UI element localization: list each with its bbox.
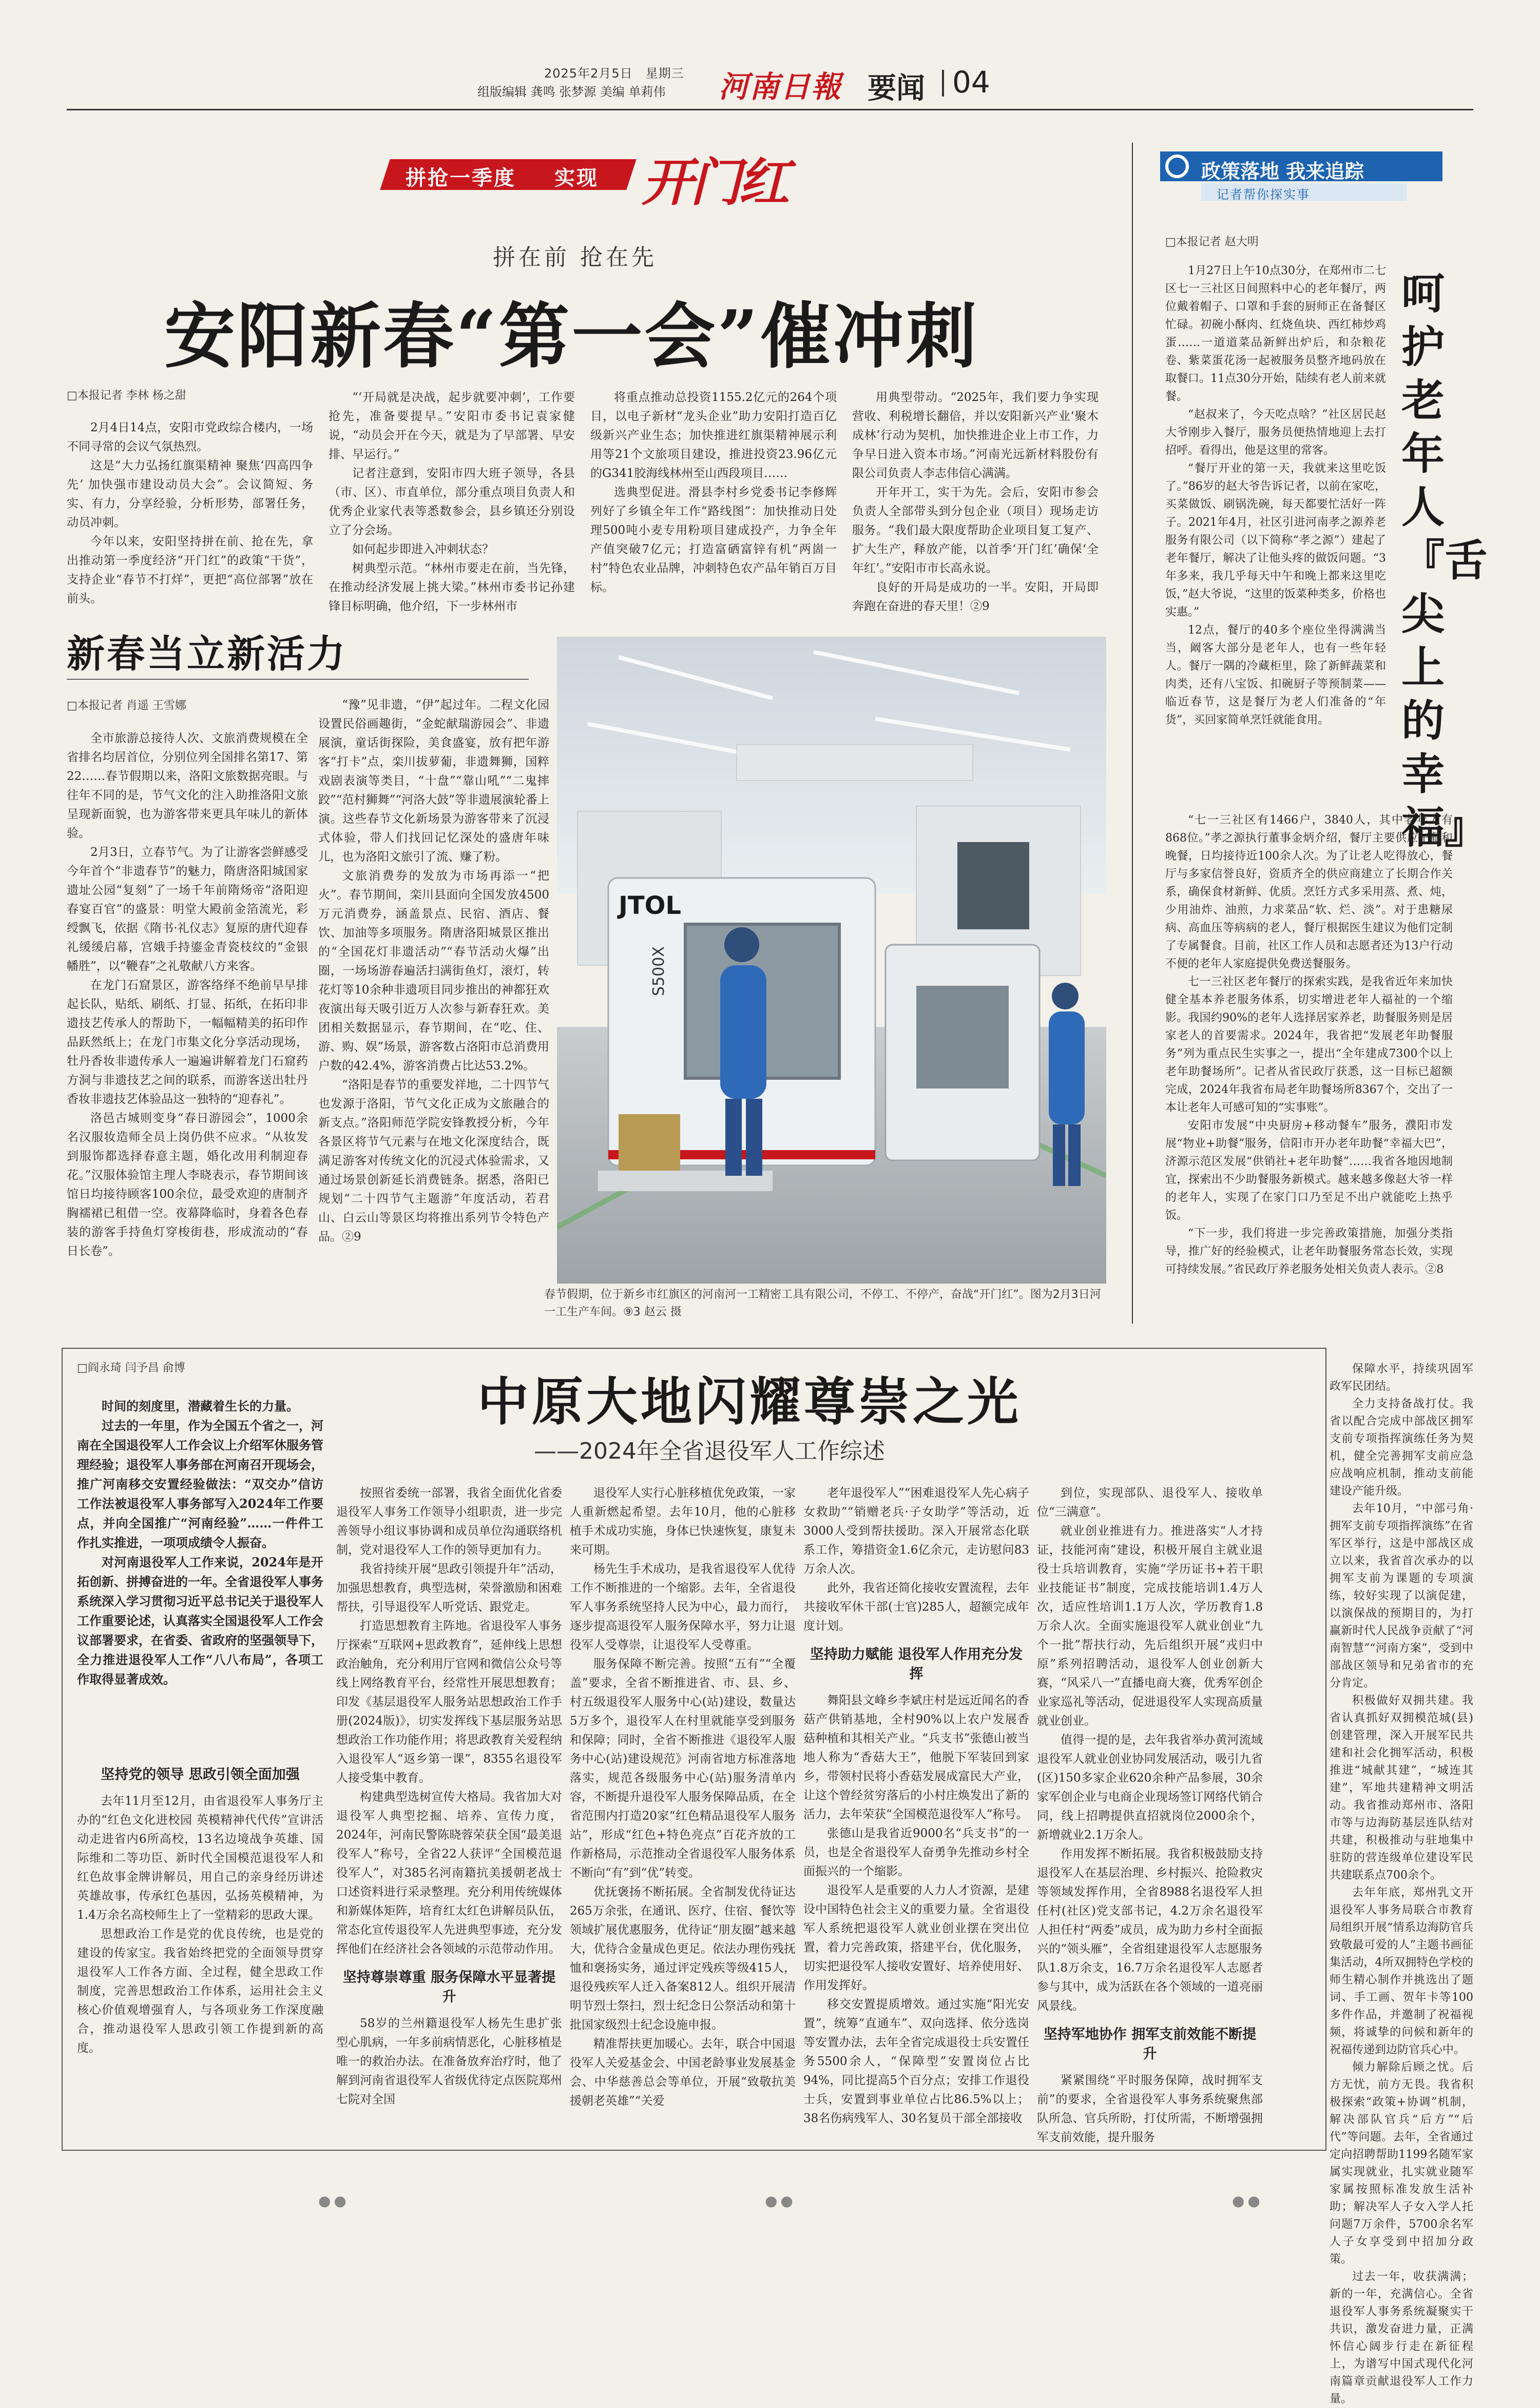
paragraph: 此外，我省还简化接收安置流程，去年共接收军休干部(士官)285人，超额完成年度计划。 (803, 1581, 1029, 1633)
story3-column-1 (77, 1756, 323, 2058)
paragraph: 按照省委统一部署，我省全面优化省委退役军人事务工作领导小组职责，进一步完善领导小组议事协调和成员单位沟通联络机制，党对退役军人工作的领导更加有力。 (336, 1486, 562, 1557)
paragraph: 良好的开局是成功的一半。安阳，开局即奔跑在奋进的春天里！②9 (852, 581, 1099, 613)
paragraph: 1月27日上午10点30分，在郑州市二七区七一三社区日间照料中心的老年餐厅，两位戴着帽子、口罩和手套的厨师正在备餐区忙碌。初碗小酥肉、红烧鱼块、西红柿炒鸡蛋……一道道菜品新鲜出炉后，和杂粮花卷、紫菜蛋花汤一起被服务员整齐地码放在取餐口。11点30分开始，陆续有老人前来就餐。 (1165, 264, 1386, 403)
subheading: 坚持尊崇尊重 服务保障水平显著提升 (342, 1970, 556, 2005)
subheading: 坚持助力赋能 退役军人作用充分发挥 (810, 1647, 1023, 1682)
paragraph: 优抚褒扬不断拓展。全省制发优待证达265万余张，在通讯、医疗、住宿、餐饮等领域扩展优惠服务，优待证“朋友圈”越来越大，优待合金量成色更足。依法办理伤残抚恤和褒扬实务，通过评定残疾等级415人，退役残疾军人迁入备案812人。组织开展清明节烈士祭扫，烈士纪念日公祭活动和第十批国家级烈士纪念设施申报。 (570, 1885, 796, 2032)
story1-column-2 (329, 388, 575, 616)
paragraph: 全市旅游总接待人次、文旅消费规模在全省排名均居首位，分别位列全国排名第17、第22……春节假期以来，洛阳文旅数据亮眼。与往年不同的是，节气文化的注入助推洛阳文旅呈现新面貌，也为游客带来更具年味儿的新体验。 (67, 732, 308, 840)
paragraph: 如何起步即进入冲刺状态？ (352, 543, 494, 556)
paragraph: 时间的刻度里，潜藏着生长的力量。 (102, 1399, 299, 1413)
masthead (67, 62, 1473, 113)
policy-headline: 呵护老年人『舌尖上的幸福』 (1401, 268, 1488, 853)
paragraph: “餐厅开业的第一天，我就来这里吃饭了。”86岁的赵大爷告诉记者，以前在家吃，买菜做饭、刷锅洗碗，每天都要忙活好一阵子。2021年4月，社区引进河南孝之源养老服务有限公司（以下简称“孝之源”）建起了老年餐厅，解决了让他头疼的做饭问题。“3年多来，我几乎每天中午和晚上都来这里吃饭，”赵大爷说，“这里的饭菜种类多，价格也实惠。” (1165, 462, 1386, 619)
newspaper-logo: 河南日報 (719, 69, 842, 104)
paragraph: 舞阳县文峰乡李斌庄村是远近闻名的香菇产供销基地，全村90%以上农户发展香菇种植和其相关产业。“兵支书”张德山被当地人称为“香菇大王”，他脱下军装回到家乡，带领村民将小香菇发展成富民大产业，让这个曾经贫穷落后的小村庄焕发出了新的活力，去年荣获“全国模范退役军人”称号。 (803, 1694, 1029, 1821)
masthead-rule (67, 109, 1473, 110)
policy-column-wide (1165, 811, 1453, 1278)
paragraph: 2月4日14点，安阳市党政综合楼内，一场不同寻常的会议气氛热烈。 (67, 421, 313, 453)
policy-subtitle: 记者帮你探实事 (1217, 187, 1310, 202)
paragraph: 记者注意到，安阳市四大班子领导，各县（市、区）、市直单位，部分重点项目负责人和优秀企业家代表等悉数参会，县乡镇还分别设立了分会场。 (329, 467, 575, 537)
paragraph: 这是“大力弘扬红旗渠精神 聚焦‘四高四争先’ 加快强市建设动员大会”。会议简短、务实、有力，分享经验，分析形势，部署任务，动员冲刺。 (67, 459, 313, 529)
paragraph: 构建典型选树宣传大格局。我省加大对退役军人典型挖掘、培养、宣传力度，2024年，河南民警陈晓蓉荣获全国“最美退役军人”称号，全省22人获评“全国模范退役军人”，对385名河南籍抗美援朝老战士口述资料进行采录整理。充分利用传统媒体和新媒体矩阵，培育红太红色讲解员队伍，常态化宣传退役军人先进典型事迹，充分发挥他们在经济社会各领域的示范带动作用。 (336, 1790, 562, 1956)
factory-photo-illustration (557, 637, 1106, 1284)
paragraph: 作用发挥不断拓展。我省积极鼓励支持退役军人在基层治理、乡村振兴、抢险救灾等领域发挥作用，全省8988名退役军人担任村(社区)党支部书记，4.2万余名退役军人担任村“两委”成员，成为助力乡村全面振兴的“领头雁”，全省组建退役军人志愿服务队1.8万余支，16.7万余名退役军人志愿者参与其中，成为活跃在各个领域的一道亮丽风景线。 (1037, 1847, 1263, 2013)
paragraph: 去年年底，郑州乳文开退役军人事务局联合市教育局组织开展“情系边海防官兵 致敬最可爱的人”主题书画征集活动，4所双拥特色学校的师生精心制作并挑选出了题词、手工画、贺年卡等100多件作品，并邀制了祝福视频，将诚挚的问候和新年的祝福传递到边防官兵心中。 (1330, 1886, 1473, 2056)
banner (385, 141, 847, 213)
paragraph: “赵叔来了，今天吃点啥？”社区居民赵大爷刚步入餐厅，服务员便热情地迎上去打招呼。看得出，他是这里的常客。 (1165, 408, 1386, 457)
paragraph: 紧紧围绕“平时服务保障，战时拥军支前”的要求，全省退役军人事务系统聚焦部队所急、官兵所盼，打仗所需，不断增强拥军支前效能，提升服务 (1037, 2074, 1263, 2144)
paragraph: 树典型示范。“林州市要走在前，当先锋，在推动经济发展上挑大梁。”林州市委书记孙建锋目标明确，他介绍，下一步林州市 (329, 562, 575, 613)
paragraph: 用典型带动。“2025年，我们要力争实现营收、利税增长翻倍，并以安阳新兴产业‘聚木成林’行动为契机，加快推进企业上市工作，力争早日进入资本市场。”河南光远新材料股份有限公司负责人李志伟信心满满。 (852, 391, 1099, 480)
banner-calligraphy: 开门红 (642, 152, 786, 213)
photo-caption: 春节假期，位于新乡市红旗区的河南河一工精密工具有限公司，不停工、不停产，奋战“开门红”。图为2月3日河一工生产车间。⑨3 赵云 摄 (544, 1288, 1101, 1318)
registration-marks-center: ●● (765, 2192, 796, 2209)
paragraph: 老年退役军人”“困难退役军人先心病子女救助”“销赠老兵·子女助学”等活动，近3000人受到帮扶援助。深入开展常态化联系工作，筹措资金1.6亿余元，走访慰问83万余人次。 (803, 1486, 1029, 1576)
story1-column-4 (852, 388, 1099, 616)
paragraph: 过去一年，收获满满；新的一年，充满信心。全省退役军人事务系统凝聚实干共识，激发奋进力量，正满怀信心阔步行走在新征程上，为谱写中国式现代化河南篇章贡献退役军人工作力量。 (1330, 2270, 1473, 2405)
paragraph: 积极做好双拥共建。我省认真抓好双拥模范城(县)创建管理，深入开展军民共建和社会化拥军活动，积极推进“城献其建”，“城连其建”，军地共建精神文明活动。我省推动郑州市、洛阳市等与边海防基层连队结对共建，积极推动与驻地集中驻防的营连级单位建设军民共建联系点700余个。 (1330, 1694, 1473, 1882)
paragraph: “‘开局就是决战，起步就要冲刺’，工作要抢先，准备要提早。”安阳市委书记袁家健说，“动员会开在今天，就是为了早部署、早安排、早运行。” (329, 391, 575, 461)
paragraph: 全力支持备战打仗。我省以配合完成中部战区拥军支前专项指挥演练任务为契机，健全完善拥军支前应急应战响应机制，推动支前能建设产能升级。 (1330, 1398, 1473, 1498)
tool-rack (619, 1114, 680, 1171)
paragraph: 打造思想教育主阵地。省退役军人事务厅探索“互联网+思政教育”，延伸线上思想政治触角，充分利用厅官网和微信公众号等线上网络教育平台，经常性开展思想教育；印发《基层退役军人服务站思想政治工作手册(2024版)》，切实发挥线下基层服务站思想政治工作功能作用；将思政教育关爱程纳入退役军人“返乡第一课”，8355名退役军人接受集中教育。 (336, 1619, 562, 1785)
machine-right-panel (957, 842, 1029, 929)
paragraph: 开年开工，实干为先。会后，安阳市参会负责人全部带头到分包企业（项目）现场走访服务。“我们最大限度帮助企业项目复工复产、扩大生产，释放产能，以首季‘开门红’确保‘全年红’。”安阳市市长高永说。 (852, 486, 1099, 575)
paragraph: 2月3日，立春节气。为了让游客尝鲜感受今年首个“非遗春节”的魅力，隋唐洛阳城国家遗址公园“复刻”了一场千年前隋炀帝“洛阳迎春宴百官”的盛景：明堂大殿前金箔流光，彩绶飘飞，依据《隋书·礼仪志》复原的唐代迎春礼缓缓启幕，宫娥手持鎏金青瓷枝纹的“金银幡胜”，以“鞭春”之礼敬献八方来客。 (67, 846, 308, 973)
story3-lead (77, 1397, 323, 1689)
story3-column-4 (803, 1484, 1029, 2128)
story1-kicker: 拼在前 抢在先 (493, 244, 657, 271)
section-name: 要闻 (868, 72, 925, 105)
story3-column-5 (1037, 1484, 1263, 2147)
machine-sign-model: S500X (650, 946, 668, 996)
story3-column-6 (1330, 1361, 1473, 2408)
paragraph: 过去的一年里，作为全国五个省之一，河南在全国退役军人工作会议上介绍军休服务管理经验；退役军人事务部在河南召开现场会，推广河南移交安置经验做法：“双交办”信访工作法被退役军人事务部写入2024年工作要点，并向全国推广“河南经验”……一件件工作扎实推进，一项项成绩令人振奋。 (77, 1418, 323, 1550)
paragraph: 就业创业推进有力。推进落实“人才持证，技能河南”建设，积极开展自主就业退役士兵培训教育，实施“学历证书+若干职业技能证书”制度，完成技能培训1.4万人次，适应性培训1.1万人次，学历教育1.8万余人次。全面实施退役军人就业创业“九个一批”帮扶行动，先后组织开展“戎归中原”系列招聘活动，退役军人创业创新大赛，“风采八一”直播电商大赛，优秀军创企业家巡礼等活动，促进退役军人实现高质量就业创业。 (1037, 1524, 1263, 1728)
section-divider (942, 70, 944, 97)
paragraph: 值得一提的是，去年我省举办黄河流域退役军人就业创业协同发展活动，吸引九省(区)150多家企业620余种产品参展，30余家军创企业与电商企业现场签订网络代销合同，线上招聘提供直招就岗位2000余个，新增就业2.1万余人。 (1037, 1733, 1263, 1842)
paragraph: 58岁的兰州籍退役军人杨先生患扩张型心肌病，一年多前病情恶化，心脏移植是唯一的救治办法。在准备放弃治疗时，他了解到河南省退役军人省级优待定点医院郑州七院对全国 (336, 2017, 562, 2106)
policy-title: 政策落地 我来追踪 (1201, 160, 1364, 183)
story1-column-1 (67, 418, 313, 608)
ventilation-duct (737, 744, 973, 780)
paragraph: 安阳市发展“中央厨房+移动餐车”服务，濮阳市发展“物业+助餐”服务，信阳市开办老年助餐“幸福大巴”，济源示范区发展“供销社+老年助餐”……我省各地因地制宜，探索出不少助餐服务新模式。越来越多像赵大爷一样的老年人，实现了在家门口乃至足不出户就能吃上热乎饭。 (1165, 1119, 1453, 1222)
paragraph: 文旅消费券的发放为市场再添一“把火”。春节期间，栾川县面向全国发放4500万元消费券，涵盖景点、民宿、酒店、餐饮、加油等多项服务。隋唐洛阳城景区推出的“全国花灯非遗活动”“春节活动火爆”出圈，一场场游春遍活扫满街鱼灯，滚灯，转花灯等10余种非遗项目同步推出的神都狂欢夜演出每天吸引近万人次参与新春狂欢。美团相关数据显示，春节期间，在“吃、住、游、购、娱”场景，游客数占洛阳市总消费用户数的42.4%，游客消费占比达53.2%。 (318, 869, 549, 1073)
machine-sign-jtol: JTOL (619, 891, 681, 920)
paragraph: 张德山是我省近9000名“兵支书”的一员，也是全省退役军人奋勇争先推动乡村全面振兴的一个缩影。 (803, 1827, 1029, 1878)
paragraph: 精准帮扶更加暖心。去年，联合中国退役军人关爱基金会、中国老龄事业发展基金会、中华慈善总会等单位，开展“致敬抗美援朝老英雄”“关爱 (570, 2037, 796, 2108)
paragraph: 到位，实现部队、退役军人、接收单位“三满意”。 (1037, 1486, 1263, 1519)
registration-marks-left: ●● (318, 2192, 350, 2209)
paragraph: 思想政治工作是党的优良传统，也是党的建设的传家宝。我省始终把党的全面领导贯穿退役军人工作各方面、全过程，健全思政工作制度，完善思想政治工作体系，运用社会主义核心价值观增强育人，与各项业务工作深度融合，推动退役军人思政引领工作提到新的高度。 (77, 1927, 323, 2055)
issue-date: 2025年2月5日 星期三 (544, 66, 684, 81)
policy-sidebar-border (1132, 143, 1133, 1324)
registration-marks-right: ●● (1232, 2192, 1263, 2209)
paragraph: 服务保障不断完善。按照“五有”“全覆盖”要求，全省不断推进省、市、县、乡、村五级退役军人服务中心(站)建设，数量达5万多个，退役军人在村里就能享受到服务和保障；同时，全省不断推进《退役军人服务中心(站)建设规范》河南省地方标准落地落实，规范各级服务中心(站)服务清单内容，不断提升退役军人服务保障品质，在全省范围内打造20家“红色精品退役军人服务站”，形成“红色+特色亮点”百花齐放的工作新格局，示范推动全省退役军人服务体系不断向“有”到“优”转变。 (570, 1657, 796, 1880)
story3-title: 中原大地闪耀尊崇之光 (477, 1371, 1022, 1432)
paragraph: 我省持续开展“思政引领提升年”活动，加强思想教育，典型选树，荣誉激励和困难帮扶，引导退役军人听党话、跟党走。 (336, 1562, 562, 1614)
story1-byline: □本报记者 李林 杨之甜 (67, 389, 186, 402)
page-number: 04 (952, 65, 990, 100)
paragraph: 12点，餐厅的40多个座位坐得满满当当，阚客大部分是老年人，也有一些年轻人。餐厅一隅的冷藏柜里，除了新鲜蔬菜和肉类，还有八宝饭、扣碗厨子等预制菜——临近春节，这是餐厅为老人们准备的“年货”，买回家简单烹饪就能食用。 (1165, 624, 1386, 727)
policy-column (1165, 262, 1386, 729)
paragraph: 移交安置提质增效。通过实施“阳光安置”，统筹“直通车”、双向选择、依分选岗等安置办法，去年全省完成退役士兵安置任务5500余人，“保障型”安置岗位占比94%，同比提高5个百分点；安排工作退役士兵，安置到事业单位占比86.5%以上；38名伤病残军人、30名复员干部全部接收 (803, 1998, 1029, 2125)
story2-column-1 (67, 729, 308, 1261)
subheading: 坚持党的领导 思政引领全面加强 (101, 1767, 300, 1783)
paragraph: “豫”见非遗，“伊”起过年。二程文化园设置民俗画趣街，“金蛇献瑞游园会”、非遗展演，童话街探险，美食盛宴，放有把年游客“打卡”点，栾川拔萝葡，非遗舞狮，国粹戏剧表演等类目，“十盘”“靠山吼”“二鬼摔跤”“范村狮舞”“河洛大鼓”等非遗展演轮番上演。这些春节文化新场景为游客带来了沉浸式体验，带人们找回记忆深处的盛唐年味儿，也为洛阳文旅引了流、赚了粉。 (318, 698, 549, 864)
paragraph: 保障水平，持续巩固军政军民团结。 (1330, 1363, 1473, 1393)
paragraph: 杨先生手术成功，是我省退役军人优待工作不断推进的一个缩影。去年，全省退役军人事务系统坚持人民为中心，最力而行，逐步提高退役军人服务保障水平，努力让退役军人受尊崇，让退役军人受尊重。 (570, 1562, 796, 1652)
factory-photo (557, 637, 1106, 1284)
story3-byline: □阎永琦 闫予昌 俞博 (77, 1362, 185, 1374)
magnifier-icon (1165, 155, 1189, 178)
story3-subtitle: ——2024年全省退役军人工作综述 (534, 1438, 885, 1464)
paragraph: 去年11月至12月，由省退役军人事务厅主办的“红色文化进校园 英模精神代代传”宣讲活动走进省内6所高校，13名边境战争英雄、国际维和二等功臣、新时代全国模范退役军人和红色故事金牌讲解员，用自己的亲身经历讲述英雄故事，传承红色基因，弘扬英模精神，为1.4万余名高校师生上了一堂精彩的思政大课。 (77, 1794, 323, 1922)
story2-rule (67, 679, 529, 680)
paragraph: 对河南退役军人工作来说，2024年是开拓创新、拼搏奋进的一年。全省退役军人事务系统深入学习贯彻习近平总书记关于退役军人工作重要论述，认真落实全国退役军人工作会议部署要求，在省委、省政府的坚强领导下，全力推进退役军人工作“八八布局”，各项工作取得显著成效。 (77, 1555, 323, 1687)
banner-mid-text: 实现 (554, 166, 599, 190)
subheading: 坚持军地协作 拥军支前效能不断提升 (1043, 2027, 1257, 2062)
paragraph: 洛邑古城则变身“春日游园会”，1000余名汉服妆造师全员上岗仍供不应求。“从妆发到服饰都选择春意主题，婚化改用利制迎春花。”汉服体验馆主理人李晓表示，春节期间该馆日均接待顾客100余位，最受欢迎的唐制齐胸襦裙已租借一空。夜幕降临时，身着各色春装的游客手持鱼灯穿梭街巷，形成流动的“春日长卷”。 (67, 1112, 308, 1258)
paragraph: “下一步，我们将进一步完善政策措施，加强分类指导，推广好的经验模式，让老年助餐服务常态长效，实现可持续发展。”省民政厅养老服务处相关负责人表示。②8 (1165, 1227, 1453, 1276)
story2-column-2 (318, 696, 549, 1247)
story2-title: 新春当立新活力 (67, 632, 347, 676)
paragraph: “洛阳是春节的重要发祥地，二十四节气也发源于洛阳，节气文化正成为文旅融合的新支点。”洛阳师范学院安锋教授分析，今年各景区将节气元素与在地文化深度结合，既满足游客对传统文化的沉浸式体验需求，又通过场景创新延长消费链条。据悉，洛阳已规划“二十四节气主题游”年度活动，若君山、白云山等景区均将推出系列节令特色产品。②9 (318, 1078, 549, 1244)
issue-editors: 组版编辑 龚鸣 张梦源 美编 单莉伟 (477, 85, 666, 99)
paragraph: 退役军人实行心脏移植优免政策，一家人重新燃起希望。去年10月，他的心脏移植手术成功实施，身体已快速恢复，康复未来可期。 (570, 1486, 796, 1557)
paragraph: 将重点推动总投资1155.2亿元的264个项目，以电子新材“龙头企业”助力安阳打造百亿级新兴产业生态；加快推进红旗渠精神展示利用等21个文旅项目建设，推进投资23.96亿元的G341胶海线林州至山西段项目…… (590, 391, 837, 480)
paragraph: “七一三社区有1466户，3840人，其中老年人有868位。”孝之源执行董事金炳介绍，餐厅主要供应午餐和晚餐，日均接待近100余人次。为了让老人吃得放心，餐厅与多家信誉良好，资质齐全的供应商建立了长期合作关系，确保食材新鲜、优质。烹饪方式多采用蒸、煮、炖，少用油炸、油煎，力求菜品“软、烂、淡”。对于患糖尿病、高血压等病病的老人，餐厅根据医生建议为他们定制了专属餐食。目前，社区工作人员和志愿者还为13户行动不便的老年人家庭提供免费送餐服务。 (1165, 814, 1453, 970)
policy-header (1160, 151, 1448, 203)
paragraph: 选典型促进。滑县李村乡党委书记李修辉列好了乡镇全年工作“路线图”：加快推动日处理500吨小麦专用粉项目建成投产，力争全年产值突破7亿元；打造富硒富锌有机“两崮一村”特色农业品牌，冲刺特色农产品年销百万目标。 (590, 486, 837, 594)
story2-byline: □本报记者 肖遥 王雪娜 (67, 699, 186, 712)
machine-second-window (916, 986, 1009, 1088)
banner-left-text: 拼抢一季度 (406, 166, 516, 190)
paragraph: 退役军人是重要的人力人才资源，是建设中国特色社会主义的重要力量。全省退役军人系统把退役军人就业创业摆在突出位置，着力完善政策，搭建平台，优化服务，切实把退役军人接收安置好、培养使用好、作用发挥好。 (803, 1884, 1029, 1992)
story1-title: 安阳新春“第一会”催冲刺 (164, 294, 979, 378)
story1-column-3 (590, 388, 837, 597)
paragraph: 去年10月，“中部弓角·拥军支前专项指挥演练”在省军区举行，这是中部战区成立以来，我省首次承办的以拥军支前为课题的专项演练，较好实现了以演促建，以演保战的预期目的，为打赢新时代人民战争贡献了“河南智慧”“河南方案”，受到中部战区领导和兄弟省市的充分肯定。 (1330, 1502, 1473, 1690)
policy-byline: □本报记者 赵大明 (1165, 236, 1259, 249)
paragraph: 倾力解除后顾之忧。后方无忧，前方无畏。我省积极探索“政策+协调”机制，解决部队官兵“后方”“后代”等问题。去年，全省通过定向招聘帮助1199名随军家属实现就业，扎实就业随军家属按照标准发放生活补助；解决军人子女入学人托问题7万余件，5700余名军人子女享受到中招加分政策。 (1330, 2061, 1473, 2266)
story3-column-2 (336, 1484, 562, 2109)
paragraph: 七一三社区老年餐厅的探索实践，是我省近年来加快健全基本养老服务体系，切实增进老年人福祉的一个缩影。我国约90%的老年人选择居家养老，助餐服务则是居家老人的首要需求。2024年，我省把“发展老年助餐服务”列为重点民生实事之一，提出“全年建成7300个以上老年助餐场所”。记者从省民政厅获悉，这一目标已超额完成，2024年我省布局老年助餐场所8367个，交出了一本让老年人可感可知的“实事账”。 (1165, 976, 1453, 1114)
story3-column-3 (570, 1484, 796, 2111)
paragraph: 在龙门石窟景区，游客络绎不绝前早早排起长队，贴纸、刷纸、打显、拓纸，在拓印非遗技艺传承人的帮助下，一幅幅精美的拓印作品跃然纸上；在龙门市集文化分享活动现场，牡丹香妆非遗传承人一遍遍讲解着龙门石窟药方洞与非遗技艺之间的联系，而游客送出牡丹香妆非遗技艺体验品这一独特的“迎春礼”。 (67, 979, 308, 1106)
paragraph: 今年以来，安阳坚持拼在前、抢在先，拿出推动第一季度经济“开门红”的政策“干货”，支持企业“春节不打烊”，更把“高位部署”放在前头。 (67, 535, 313, 605)
